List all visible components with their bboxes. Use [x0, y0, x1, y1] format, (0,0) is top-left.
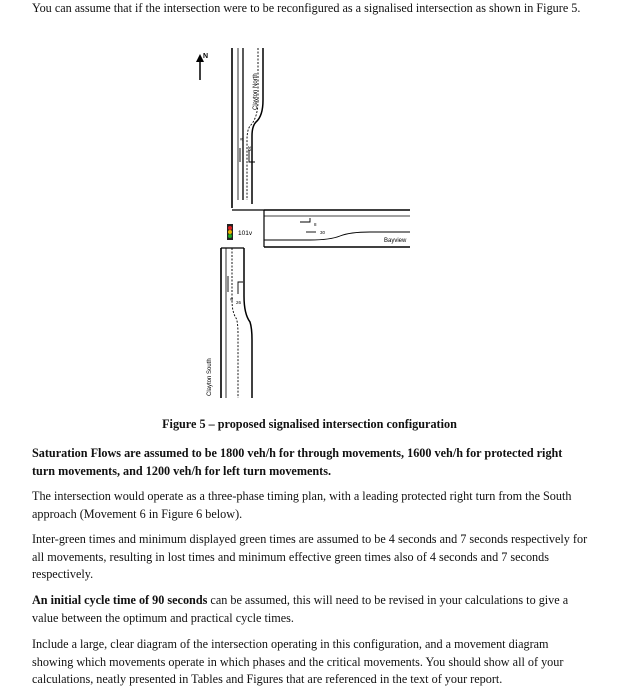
- south-lane-mark-a: 26: [236, 300, 242, 305]
- cycle-rest-text: can be assumed, this will need to be revised in your calculations to give a value between the optimum and practical cycle times.: [32, 593, 569, 625]
- intergreen-paragraph: Inter-green times and minimum displayed green times are assumed to be 4 seconds and 7 seconds respectively for all movements, resulting in lost times and minimum effective green times also of 4 seconds and 7 seconds respectively.: [32, 532, 588, 581]
- road-label-north: Clayton North: [253, 73, 259, 110]
- cycle-bold-text: An initial cycle time of 90 seconds: [32, 593, 208, 607]
- road-label-east: Bayview: [384, 238, 407, 244]
- cycle-paragraph: [32, 592, 588, 627]
- figure-caption: Figure 5 – proposed signalised intersection configuration: [162, 417, 457, 431]
- include-paragraph: Include a large, clear diagram of the intersection operating in this configuration, and a movement diagram showing which movements operate in which phases and the critical movements. You should show all of your calculations, neatly presented in Tables and Figures that are referenced in the text of your report.: [32, 637, 564, 686]
- saturation-paragraph: Saturation Flows are assumed to be 1800 veh/h for through movements, 1600 veh/h for protected right turn movements, and 1200 veh/h for left turn movements.: [32, 446, 563, 478]
- traffic-signal-icon: [227, 224, 233, 240]
- north-label: N: [203, 53, 209, 60]
- intro-text: You can assume that if the intersection were to be reconfigured as a signalised intersection as shown in Figure 5.: [32, 1, 581, 15]
- south-lane-mark-b: 8: [229, 298, 234, 301]
- north-approach: [232, 48, 263, 208]
- south-approach: [221, 248, 252, 398]
- road-label-south: Clayton South: [207, 358, 213, 396]
- south-lane-arrows: [228, 276, 243, 294]
- north-lane-mark-b: 8: [239, 138, 244, 141]
- signal-label: 101v: [238, 230, 253, 237]
- east-lane-mark-b: 8: [314, 222, 317, 227]
- phasing-paragraph: The intersection would operate as a three-phase timing plan, with a leading protected right turn from the South approach (Movement 6 in Figure 6 below).: [32, 489, 572, 521]
- north-lane-mark-a: 30: [247, 146, 252, 152]
- east-lane-mark-a: 30: [320, 230, 326, 235]
